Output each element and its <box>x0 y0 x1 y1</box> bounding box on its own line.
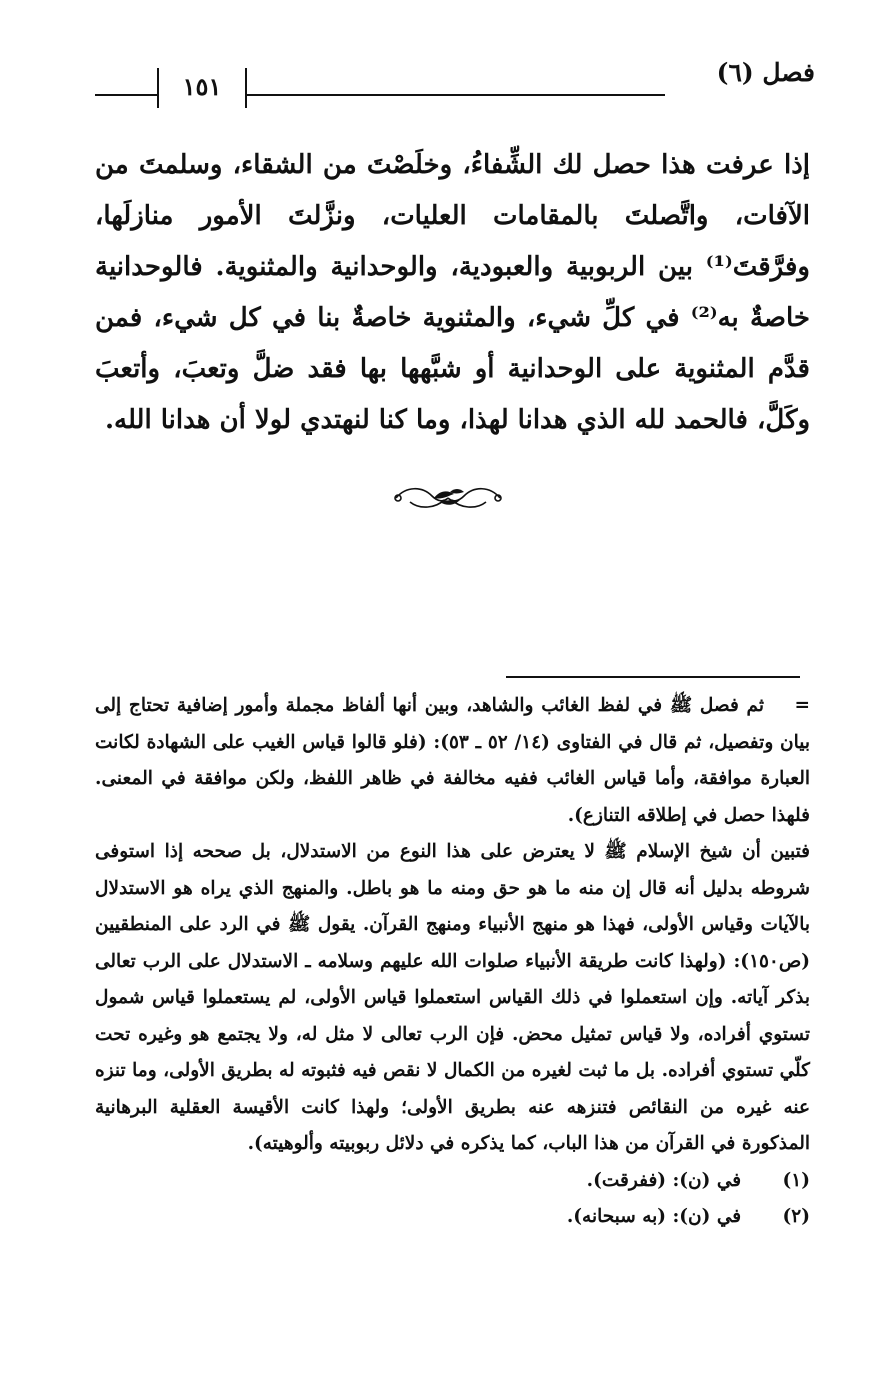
header-rule-main <box>245 94 665 96</box>
main-text <box>95 140 810 446</box>
text-line: خاصةٌ به⁽²⁾ في كلِّ شيء، والمثنوية خاصةٌ بنا في كل شيء، فمن قدَّم <box>95 303 811 384</box>
running-header <box>95 50 815 106</box>
chapter-title: فصل (٦) <box>716 58 815 87</box>
footnote-text: في (ن): (ففرقت). <box>586 1169 742 1191</box>
page-number: ١٥١ <box>182 72 222 101</box>
ornament-divider-icon <box>392 480 504 516</box>
header-rule-left <box>95 94 157 96</box>
footnote-text: فتبين أن شيخ الإسلام ﷺ لا يعترض على هذا النوع من الاستدلال، بل صححه إذا استوفى شروطه بدليل أنه قال إن منه ما هو حق ومنه ما هو باطل. والمنهج الذي يراه هو الاستدلال بالآيات وقياس الأولى، فهذا هو منهج الأنبياء ومنهج القرآن. يقول ﷺ في الرد على المنطقيين (ص١٥٠): (ولهذا كانت طريقة الأنبياء صلوات الله عليهم وسلامه ـ الاستدلال على الرب تعالى بذكر آياته. وإن استعملوا في ذلك القياس استعملوا قياس الأولى، لم يستعملوا قياس شمول تستوي أفراده، ولا قياس تمثيل محض. فإن الرب تعالى لا مثل له، ولا يجتمع هو وغيره تحت كلّي تستوي أفراده. بل ما ثبت لغيره من الكمال لا نقص فيه فثبوته له بطريق الأولى، وما تنزه عنه غيره من النقائص فتنزهه عنه بطريق الأولى؛ ولهذا كانت الأقيسة العقلية البرهانية المذكورة في القرآن من هذا الباب، كما يذكره في دلائل ربوبيته وألوهيته). <box>95 841 810 1154</box>
text-line: إذا عرفت هذا حصل لك الشِّفاءُ، وخلَصْتَ من الشقاء، وسلمتَ <box>138 150 810 180</box>
text-line: المثنوية على الوحدانية أو شبَّهها بها فقد ضلَّ وتعبَ، وأتعبَ وكَلَّ، <box>95 354 810 435</box>
footnote-separator <box>506 676 800 678</box>
footnote-continuation-paragraph <box>95 688 810 834</box>
footnote-number: (٢) <box>782 1206 810 1227</box>
main-text-paragraph <box>95 140 810 446</box>
text-line: من الآفات، واتَّصلتَ بالمقامات العليات، ونزَّلتَ الأمور منازلَها، <box>95 150 810 231</box>
text-line: وفرَّقتَ⁽¹⁾ بين الربوبية والعبودية، والوحدانية والمثنوية. فالوحدانية <box>95 252 810 282</box>
footnote-text: في (ن): (به سبحانه). <box>566 1206 742 1227</box>
continuation-marker: = <box>794 695 810 716</box>
footnote-text: ثم فصل ﷺ في لفظ الغائب والشاهد، وبين أنها ألفاظ مجملة وأمور إضافية تحتاج إلى بيان وتفصيل، ثم قال في الفتاوى (١٤/ ٥٢ ـ ٥٣): (فلو قالوا قياس الغيب على الشهادة لكانت العبارة موافقة، وأما قياس الغائب ففيه مخالفة في ظاهر اللفظ، ولكن موافقة في المعنى. فلهذا حصل في إطلاقه التنازع). <box>95 695 810 826</box>
footnote-item <box>95 1163 810 1200</box>
footnote-continuation-paragraph <box>95 834 810 1163</box>
footnote-item <box>95 1199 810 1236</box>
footnotes <box>95 688 810 1236</box>
text-line: فالحمد لله الذي هدانا لهذا، وما كنا لنهتدي لولا أن هدانا الله. <box>104 405 748 435</box>
footnote-number: (١) <box>782 1169 810 1191</box>
header-bar-right <box>245 68 247 108</box>
